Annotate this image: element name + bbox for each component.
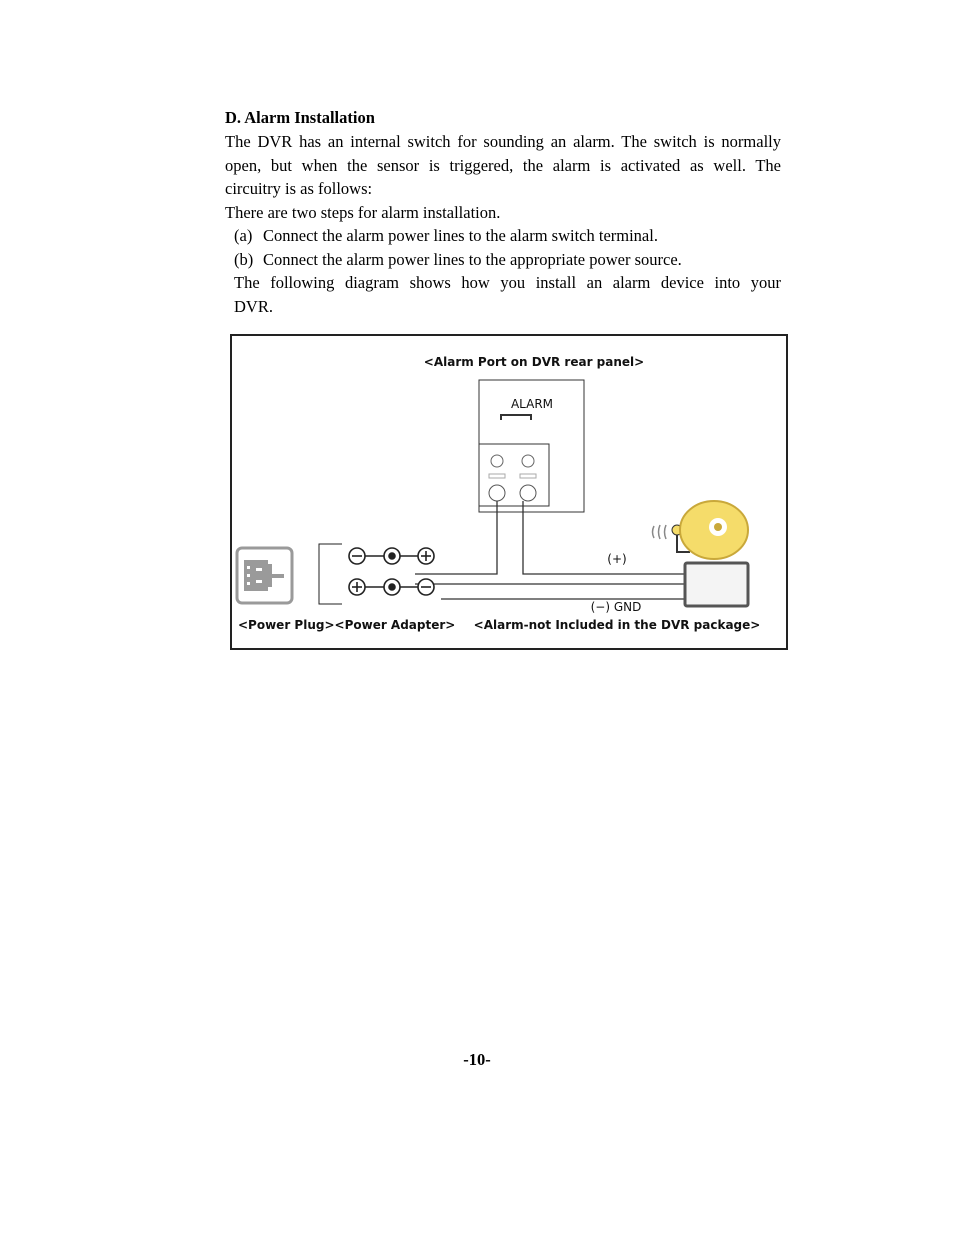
alarm-caption: <Alarm-not Included in the DVR package> — [473, 618, 761, 632]
power-plug-icon — [237, 548, 292, 603]
power-caption: <Power Plug><Power Adapter> — [238, 618, 456, 632]
alarm-port-label: ALARM — [510, 397, 554, 411]
alarm-port-block — [479, 380, 584, 512]
paragraph-line: DVR. — [234, 297, 273, 316]
gnd-wire-label: (−) GND — [590, 600, 642, 614]
paragraph-intro-steps: There are two steps for alarm installation. — [225, 203, 501, 222]
paragraph-line: The DVR has an internal switch for sounding an alarm. The switch is normally — [225, 132, 781, 151]
list-item — [234, 224, 658, 248]
page-number: -10- — [463, 1050, 491, 1069]
list-item-label: (a) — [234, 226, 253, 245]
list-item-text: Connect the alarm power lines to the appropriate power source. — [263, 250, 682, 269]
alarm-wiring-diagram — [230, 334, 788, 650]
terminal-hole-icon — [520, 485, 536, 501]
terminal-screw-icon — [522, 455, 534, 467]
diagram-title: <Alarm Port on DVR rear panel> — [423, 355, 645, 369]
section-heading: D. Alarm Installation — [225, 108, 375, 127]
paragraph-line: The following diagram shows how you install an alarm device into your — [234, 273, 781, 292]
terminal-screw-icon — [491, 455, 503, 467]
list-item-label: (b) — [234, 250, 254, 269]
positive-wire-label: (+) — [607, 552, 627, 566]
paragraph-line: open, but when the sensor is triggered, the alarm is activated as well. The — [225, 156, 781, 175]
terminal-hole-icon — [489, 485, 505, 501]
paragraph-line: circuitry is as follows: — [225, 179, 373, 198]
list-item-text: Connect the alarm power lines to the alarm switch terminal. — [263, 226, 658, 245]
list-item — [234, 248, 682, 272]
